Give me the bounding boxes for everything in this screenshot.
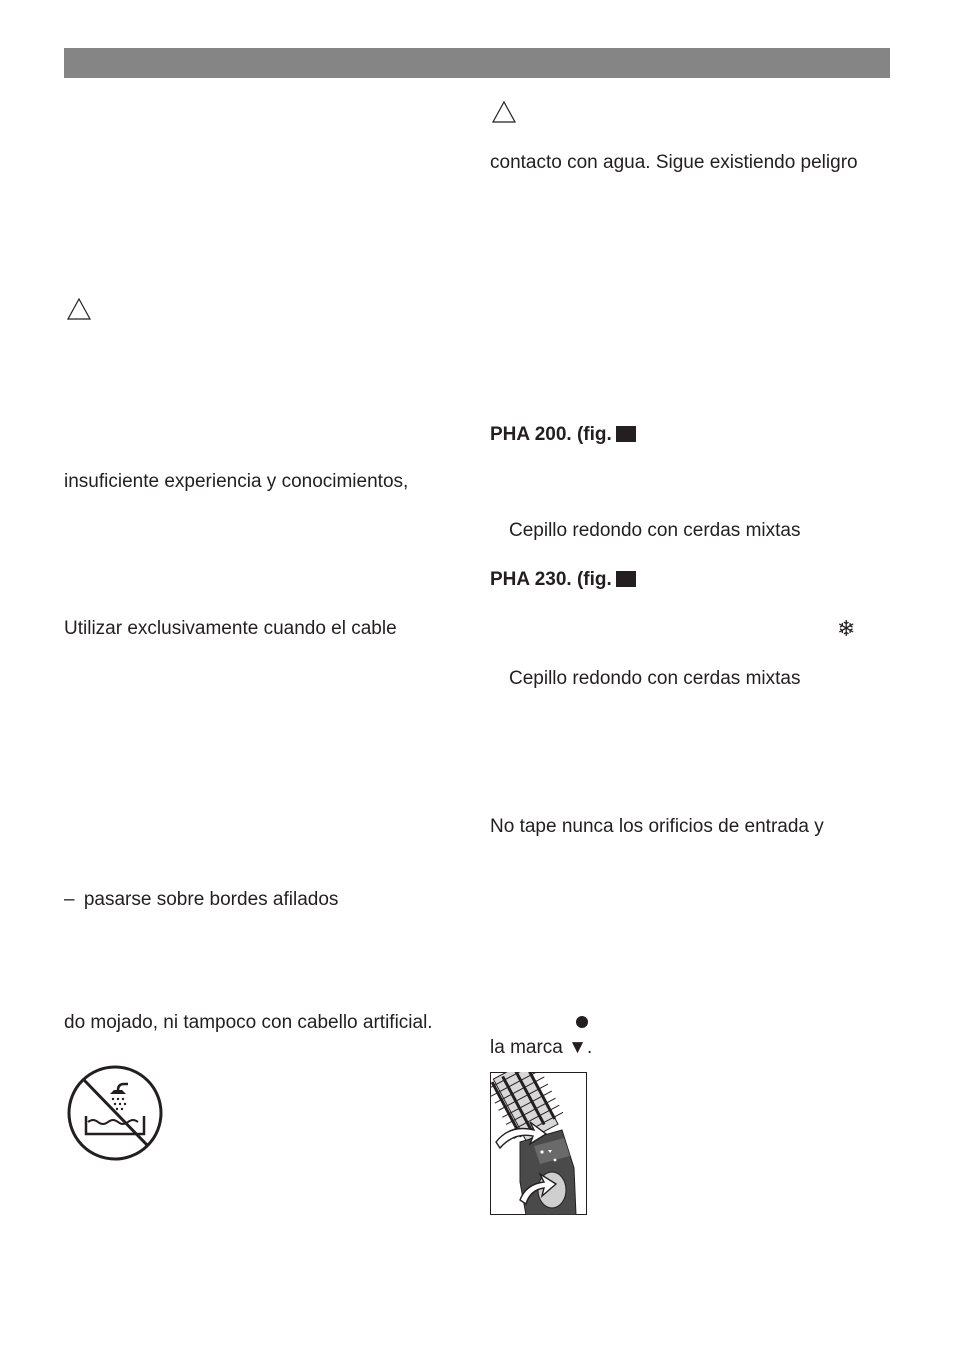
figure-number-box [616,426,636,442]
text-mark: la marca ▼. [490,1037,593,1058]
text-water-contact: contacto con agua. Sigue existiendo peligro [490,152,858,173]
model-heading-1 [490,424,636,446]
dot-marker-icon [576,1016,588,1028]
text-sharp-edges [64,889,338,911]
header-bar [64,48,890,78]
list-item-label: pasarse sobre bordes afilados [83,889,339,910]
model-label: PHA 230. (fig. [490,569,612,590]
no-water-bath-shower-icon [66,1064,164,1162]
figure-number-box [616,571,636,587]
model-2-brush: Cepillo redondo con cerdas mixtas [509,668,801,689]
text-cable: Utilizar exclusivamente cuando el cable [64,618,397,639]
text-experience: insuficiente experiencia y conocimientos, [64,471,409,492]
text-wet-hair: do mojado, ni tampoco con cabello artificial. [64,1012,433,1033]
model-label: PHA 200. (fig. [490,424,612,445]
cold-air-snowflake-icon: ❄ [837,616,856,641]
warning-triangle-icon [66,297,92,321]
warning-triangle-icon [491,100,517,124]
text-air-vents: No tape nunca los orificios de entrada y [490,816,824,837]
model-1-brush: Cepillo redondo con cerdas mixtas [509,520,801,541]
brush-attachment-figure-icon [490,1072,587,1215]
model-heading-2 [490,569,636,591]
list-dash: – [64,889,75,910]
